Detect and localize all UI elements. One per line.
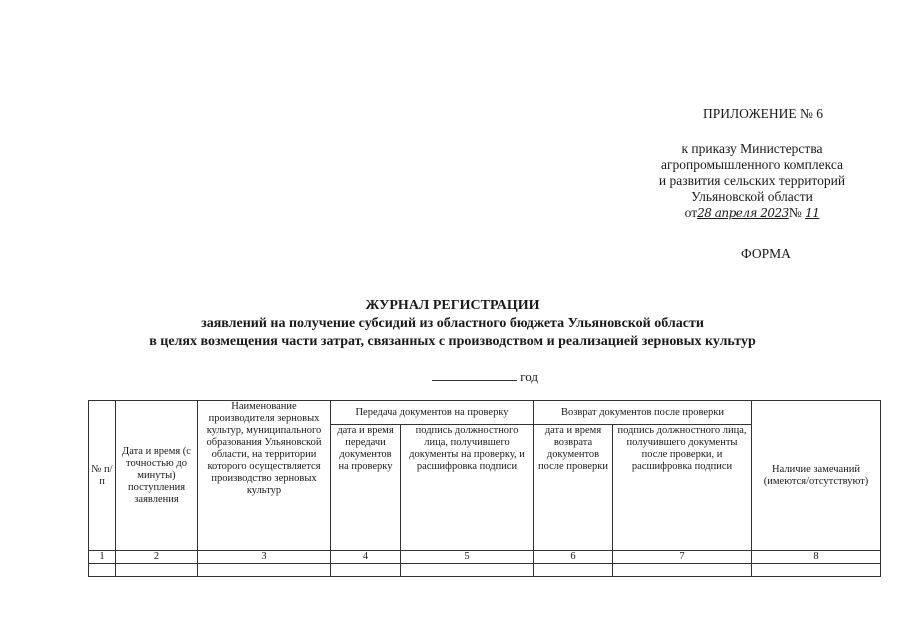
table-cell — [198, 564, 331, 577]
handwritten-number: 11 — [805, 206, 820, 220]
column-number-row — [89, 551, 881, 564]
table-cell — [116, 564, 198, 577]
header-cell-date: Дата и время (с точностью до минуты) поступления заявления — [116, 401, 198, 551]
header-group-transfer: Передача документов на проверку — [331, 401, 534, 425]
table-cell — [401, 564, 534, 577]
year-label: год — [520, 369, 538, 384]
header-cell-return-date: дата и время возврата документов после проверки — [534, 425, 613, 551]
column-number: 4 — [331, 551, 401, 564]
column-number: 6 — [534, 551, 613, 564]
table-cell — [752, 564, 881, 577]
registration-table — [88, 400, 881, 577]
header-cell-transfer-date: дата и время передачи документов на проверку — [331, 425, 401, 551]
order-line: агропромышленного комплекса — [661, 157, 843, 172]
table-row — [89, 564, 881, 577]
journal-subtitle-line2: в целях возмещения части затрат, связанных с производством и реализацией зерновых культур — [149, 334, 756, 349]
table-cell — [534, 564, 613, 577]
handwritten-date: 28 апреля 2023 — [697, 206, 789, 220]
header-group-return: Возврат документов после проверки — [534, 401, 752, 425]
header-cell-remarks: Наличие замечаний (имеются/отсутствуют) — [752, 401, 881, 551]
header-cell-transfer-sign: подпись должностного лица, получившего документы на проверку, и расшифровка подписи — [401, 425, 534, 551]
order-reference — [632, 141, 872, 221]
column-number: 1 — [89, 551, 116, 564]
journal-title: ЖУРНАЛ РЕГИСТРАЦИИ — [365, 298, 540, 313]
header-cell-number: № п/п — [89, 401, 116, 551]
table-cell — [89, 564, 116, 577]
column-number: 8 — [752, 551, 881, 564]
table-cell — [613, 564, 752, 577]
header-cell-return-sign: подпись должностного лица, получившего документы после проверки, и расшифровка подписи — [613, 425, 752, 551]
header-cell-producer: Наименование производителя зерновых культур, муниципального образования Ульяновской области, на территории которого осуществляется производство зерновых культур — [198, 401, 331, 551]
year-line — [432, 368, 538, 385]
table-cell — [331, 564, 401, 577]
form-label: ФОРМА — [741, 246, 791, 261]
number-label: № — [788, 205, 802, 220]
column-number: 7 — [613, 551, 752, 564]
appendix-label: ПРИЛОЖЕНИЕ № 6 — [703, 106, 824, 121]
year-blank — [432, 368, 517, 381]
date-prefix: от — [684, 205, 698, 220]
column-number: 2 — [116, 551, 198, 564]
journal-subtitle-line1: заявлений на получение субсидий из областного бюджета Ульяновской области — [201, 316, 704, 331]
column-number: 3 — [198, 551, 331, 564]
order-line: к приказу Министерства — [681, 141, 823, 156]
order-line: и развития сельских территорий — [658, 173, 846, 188]
column-number: 5 — [401, 551, 534, 564]
order-date-line — [632, 205, 872, 221]
order-line: Ульяновской области — [691, 189, 813, 204]
